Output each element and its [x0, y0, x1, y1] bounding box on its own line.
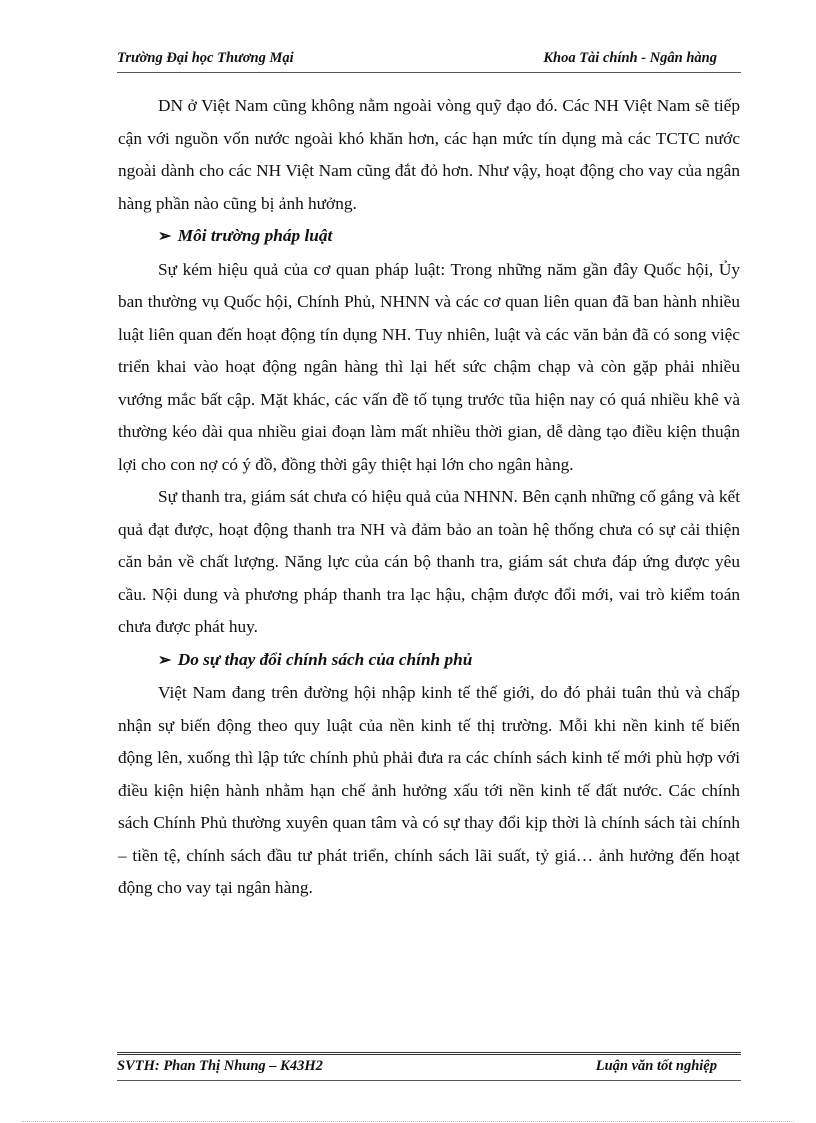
header-university: Trường Đại học Thương Mại: [117, 50, 294, 66]
page-footer: [117, 1058, 717, 1080]
footer-divider: [117, 1052, 741, 1057]
page-header: [117, 50, 717, 72]
paragraph-legal-inefficiency: Sự kém hiệu quả của cơ quan pháp luật: Trong những năm gần đây Quốc hội, Ủy ban thường vụ Quốc hội, Chính Phủ, NHNN và các cơ quan liên quan đã ban hành nhiều luật liên quan đến hoạt động tín dụng NH. Tuy nhiên, luật và các văn bản đã có song việc triển khai vào hoạt động ngân hàng thì lại hết sức chậm chạp và còn gặp phải nhiều vướng mắc bất cập. Mặt khác, các vấn đề tố tụng trước tũa hiện nay có quá nhiều khê và thường kéo dài qua nhiều giai đoạn làm mất nhiều thời gian, dễ dàng tạo điều kiện thuận lợi cho con nợ có ý đồ, đồng thời gây thiệt hại lớn cho ngân hàng.: [118, 259, 740, 474]
page-edge: [22, 1121, 794, 1122]
arrow-bullet-icon: ➢: [158, 651, 172, 669]
paragraph-policy: Việt Nam đang trên đường hội nhập kinh tế thế giới, do đó phải tuân thủ và chấp nhận sự biến động theo quy luật của nền kinh tế thị trường. Mỗi khi nền kinh tế biến động lên, xuống thì lập tức chính phủ phải đưa ra các chính sách kinh tế mới phù hợp với điều kiện hiện hành nhằm hạn chế ảnh hưởng xấu tới nền kinh tế đất nước. Các chính sách Chính Phủ thường xuyên quan tâm và có sự thay đổi kịp thời là chính sách tài chính – tiền tệ, chính sách đầu tư phát triển, chính sách lãi suất, tỷ giá… ảnh hưởng đến hoạt động cho vay tại ngân hàng.: [118, 683, 740, 897]
header-faculty: Khoa Tài chính - Ngân hàng: [543, 50, 717, 66]
footer-student: SVTH: Phan Thị Nhung – K43H2: [117, 1058, 323, 1074]
section-heading-policy-text: Do sự thay đổi chính sách của chính phủ: [177, 649, 473, 669]
section-heading-legal-text: Môi trường pháp luật: [177, 226, 333, 245]
paragraph-intro: DN ở Việt Nam cũng không nằm ngoài vòng quỹ đạo đó. Các NH Việt Nam sẽ tiếp cận với nguồn vốn nước ngoài khó khăn hơn, các hạn mức tín dụng mà các TCTC nước ngoài dành cho các NH Việt Nam cũng đắt đỏ hơn. Như vậy, hoạt động cho vay của ngân hàng phần nào cũng bị ảnh hưởng.: [118, 96, 740, 213]
footer-bottom-divider: [117, 1080, 741, 1081]
section-heading-legal: [118, 220, 740, 254]
section-heading-policy: [118, 644, 740, 678]
paragraph-supervision: Sự thanh tra, giám sát chưa có hiệu quả của NHNN. Bên cạnh những cố gắng và kết quả đạt được, hoạt động thanh tra NH và đảm bảo an toàn hệ thống chưa có sự cải thiện căn bản về chất lượng. Năng lực của cán bộ thanh tra, giám sát chưa đáp ứng được yêu cầu. Nội dung và phương pháp thanh tra lạc hậu, chậm được đổi mới, vai trò kiểm toán chưa được phát huy.: [118, 487, 740, 636]
footer-thesis-label: Luận văn tốt nghiệp: [595, 1058, 717, 1074]
document-body: [118, 90, 740, 905]
arrow-bullet-icon: ➢: [158, 228, 172, 245]
header-divider: [117, 72, 741, 73]
